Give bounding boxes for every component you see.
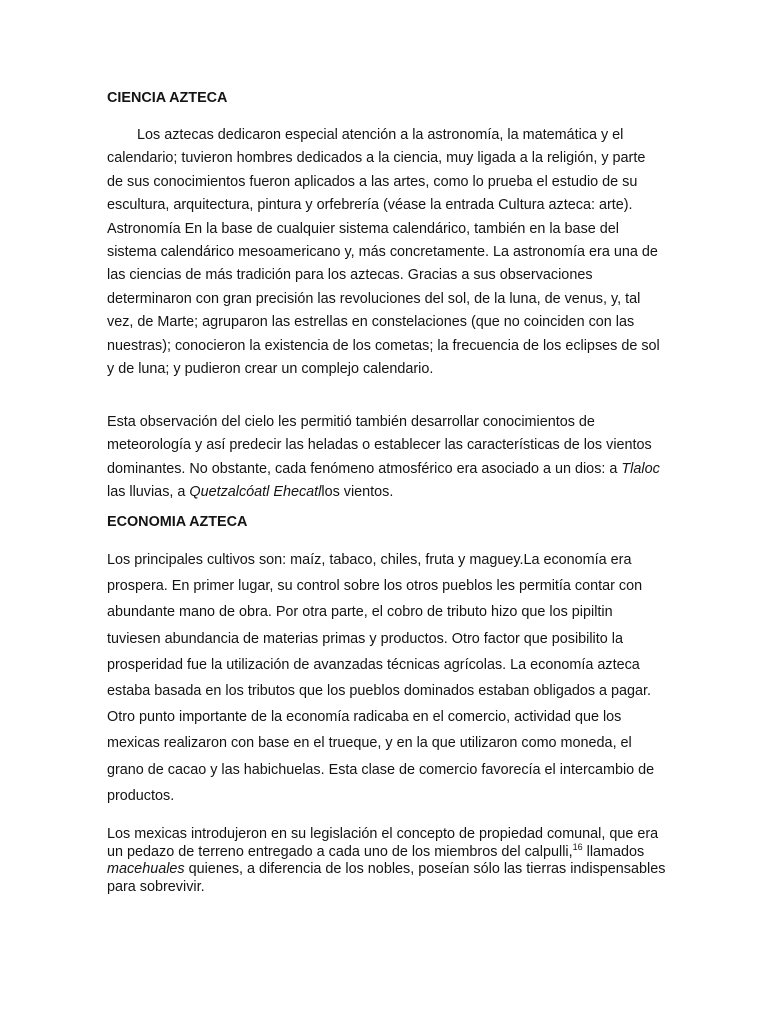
paragraph-economia: Los principales cultivos son: maíz, tabaco, chiles, fruta y maguey.La economía era prospera. En primer lugar, su control sobre los otros pueblos les permitía contar con abundante mano de obra. Por otra parte, el cobro de tributo hizo que los pipiltin tuviesen abundancia de materias primas y productos. Otro factor que posibilito la prosperidad fue la utilización de avanzadas técnicas agrícolas. La economía azteca estaba basada en los tributos que los pueblos dominados estaban obligados a pagar. Otro punto importante de la economía radicaba en el comercio, actividad que los mexicas realizaron con base en el trueque, y en la que utilizaron como moneda, el grano de cacao y las habichuelas. Esta clase de comercio favorecía el intercambio de productos.: [107, 552, 655, 804]
paragraph-meteorologia-text-c: los vientos.: [321, 484, 394, 501]
paragraph-ciencia: [107, 124, 663, 381]
paragraph-ciencia-text: Los aztecas dedicaron especial atención a la astronomía, la matemática y el calendario; tuvieron hombres dedicados a la ciencia, muy ligada a la religión, y parte de sus conocimientos fueron aplicados a las artes, como lo prueba el estudio de su escultura, arquitectura, pintura y orfebrería (véase la entrada Cultura azteca: arte). Astronomía En la base de cualquier sistema calendárico, también en la base del sistema calendárico mesoamericano y, más concretamente. La astronomía era una de las ciencias de más tradición para los aztecas. Gracias a sus observaciones determinaron con gran precisión las revoluciones del sol, de la luna, de venus, y, tal vez, de Marte; agruparon las estrellas en constelaciones (que no coinciden con las nuestras); conocieron la existencia de los cometas; la frecuencia de los eclipses de sol y de luna; y pudieron crear un complejo calendario.: [107, 127, 660, 378]
paragraph-meteorologia-text-a: Esta observación del cielo les permitió también desarrollar conocimientos de meteorología y así predecir las heladas o establecer las características de los vientos dominantes. No obstante, cada fenómeno atmosférico era asociado a un dios: a: [107, 414, 652, 477]
paragraph-propiedad-comunal: [107, 826, 667, 896]
paragraph-meteorologia: [107, 411, 663, 505]
heading-economia-azteca: ECONOMIA AZTECA: [107, 514, 248, 530]
paragraph-propiedad-text-a: Los mexicas introdujeron en su legislación el concepto de propiedad comunal, que era un pedazo de terreno entregado a cada uno de los miembros del calpulli,: [107, 826, 659, 860]
heading-ciencia-azteca: CIENCIA AZTECA: [107, 90, 228, 106]
italic-macehuales: macehuales: [107, 861, 185, 877]
italic-quetzalcoatl: Quetzalcóatl Ehecatl: [189, 484, 322, 501]
footnote-reference: 16: [572, 841, 583, 852]
paragraph-propiedad-text-b: llamados: [582, 843, 645, 860]
paragraph-meteorologia-text-b: las lluvias, a: [107, 484, 190, 501]
paragraph-propiedad-text-c: quienes, a diferencia de los nobles, poseían sólo las tierras indispensables para sobrevivir.: [107, 861, 666, 895]
italic-tlaloc: Tlaloc: [621, 460, 660, 477]
